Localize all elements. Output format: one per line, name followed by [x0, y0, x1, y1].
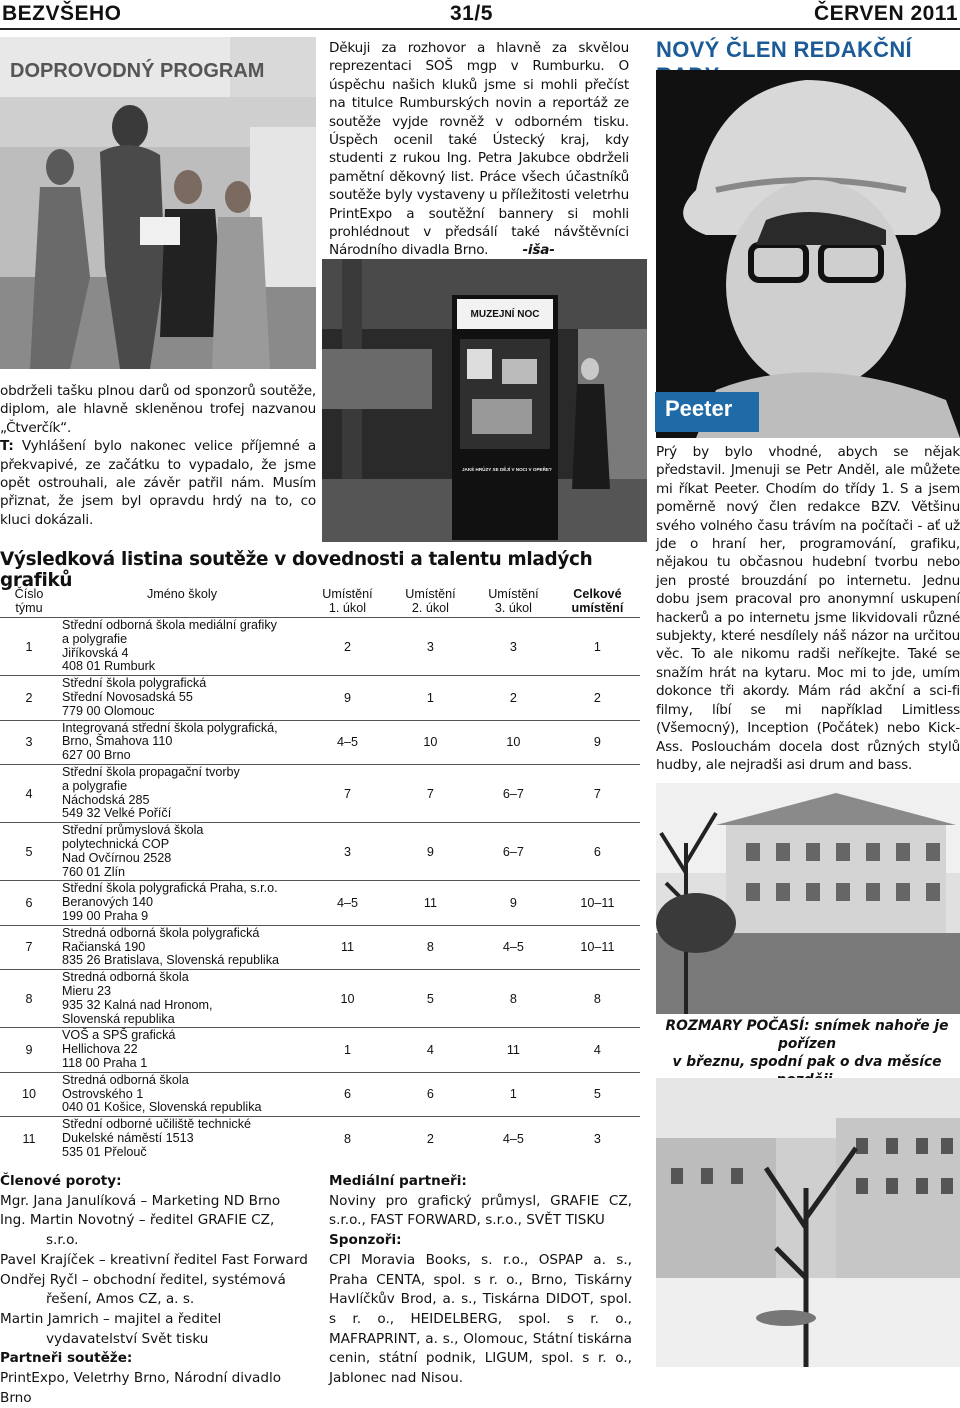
results-table: [0, 585, 640, 1160]
school-name: [58, 1028, 306, 1072]
poster-subtitle: JAKÉ HRŮZY SE DĚJÍ V NOCI V OPEŘE?: [462, 467, 552, 472]
header-team: Číslo týmu: [14, 587, 44, 615]
task1-place: 1: [306, 1028, 389, 1072]
total-place: 10–11: [555, 881, 640, 925]
school-line: Hellichova 22: [62, 1042, 138, 1057]
school-line: 549 32 Velké Poříčí: [62, 806, 172, 821]
building-may-photo: [656, 1078, 960, 1367]
jury-member: Ing. Martin Novotný – ředitel GRAFIE CZ, s.r.o.: [0, 1212, 275, 1249]
task2-place: 11: [389, 881, 472, 925]
jury-section: [0, 1172, 310, 1408]
results-row: [0, 1028, 640, 1072]
task1-place: 4–5: [306, 881, 389, 925]
school-name: [58, 1072, 306, 1116]
school-line: Stredná odborná škola: [62, 970, 189, 985]
jury-heading: Členové poroty:: [0, 1173, 122, 1189]
school-line: Slovenská republika: [62, 1011, 175, 1026]
school-line: Střední odborné učiliště technické: [62, 1117, 252, 1132]
author-signature: -iša-: [522, 242, 555, 259]
results-row: [0, 676, 640, 720]
results-header-row: [0, 585, 640, 618]
school-line: Stredná odborná škola polygrafická: [62, 925, 260, 940]
task1-place: 11: [306, 925, 389, 969]
school-name: [58, 764, 306, 822]
total-place: 7: [555, 764, 640, 822]
results-row: [0, 970, 640, 1028]
school-line: Mieru 23: [62, 983, 111, 998]
sponsors-heading: Sponzoři:: [329, 1232, 402, 1249]
building-march-photo: [656, 783, 960, 1014]
task1-place: 6: [306, 1072, 389, 1116]
header-school: Jméno školy: [147, 587, 217, 601]
school-line: 199 00 Praha 9: [62, 908, 149, 923]
school-line: Náchodská 285: [62, 792, 150, 807]
school-line: Nad Ovčírnou 2528: [62, 850, 172, 865]
award-ceremony-photo: [0, 37, 316, 369]
school-name: [58, 720, 306, 764]
task1-place: 4–5: [306, 720, 389, 764]
jury-member: Mgr. Jana Janulíková – Marketing ND Brno: [0, 1192, 281, 1209]
school-line: 779 00 Olomouc: [62, 703, 155, 718]
team-number: 2: [0, 676, 58, 720]
task2-place: 6: [389, 1072, 472, 1116]
school-line: Střední škola polygrafická: [62, 676, 207, 691]
task2-place: 4: [389, 1028, 472, 1072]
poster-title: MUZEJNÍ NOC: [470, 309, 540, 320]
school-name: [58, 676, 306, 720]
issue-date: ČERVEN 2011: [813, 2, 958, 25]
task1-place: 10: [306, 970, 389, 1028]
task2-place: 10: [389, 720, 472, 764]
jury-list: [0, 1192, 310, 1350]
article-continuation: [0, 382, 316, 529]
task3-place: 8: [472, 970, 555, 1028]
media-text: Noviny pro grafický průmysl, GRAFIE CZ, s.r.o., FAST FORWARD, s.r.o., SVĚT TISKU: [329, 1192, 632, 1229]
article-continuation-text-2: Vyhlášení bylo nakonec velice příjemné a překvapivé, ze začátku to vypadalo, že jsme opět ostrouhali, ale závěr patřil nám. Musím přiznat, že jsem byl opravdu hrdý na to, co kluci dokázali.: [0, 438, 316, 528]
school-line: 835 26 Bratislava, Slovenská republika: [62, 953, 280, 968]
task1-place: 8: [306, 1117, 389, 1161]
results-row: [0, 764, 640, 822]
school-line: 760 01 Zlín: [62, 864, 126, 879]
magazine-name: BEZVŠEHO: [2, 2, 122, 25]
article-conclusion: [329, 39, 629, 260]
caption-line-2: v březnu, spodní pak o dva měsíce: [672, 1054, 942, 1070]
results-row: [0, 881, 640, 925]
task3-place: 11: [472, 1028, 555, 1072]
task2-place: 2: [389, 1117, 472, 1161]
total-place: 8: [555, 970, 640, 1028]
total-place: 5: [555, 1072, 640, 1116]
task1-place: 9: [306, 676, 389, 720]
task2-place: 1: [389, 676, 472, 720]
task1-place: 2: [306, 618, 389, 676]
school-name: [58, 970, 306, 1028]
editor-portrait-photo: [656, 70, 960, 438]
team-number: 3: [0, 720, 58, 764]
school-line: 627 00 Brno: [62, 748, 131, 763]
total-place: 3: [555, 1117, 640, 1161]
school-line: 535 01 Přelouč: [62, 1144, 147, 1159]
team-number: 11: [0, 1117, 58, 1161]
task2-place: 8: [389, 925, 472, 969]
task1-place: 3: [306, 823, 389, 881]
team-number: 4: [0, 764, 58, 822]
task3-place: 4–5: [472, 925, 555, 969]
task3-place: 6–7: [472, 764, 555, 822]
banner-text: DOPROVODNÝ PROGRAM: [10, 60, 265, 82]
school-line: Beranových 140: [62, 895, 154, 910]
partners-text: PrintExpo, Veletrhy Brno, Národní divadlo Brno: [0, 1370, 282, 1406]
school-name: [58, 925, 306, 969]
page-header: [0, 0, 960, 30]
jury-member: Pavel Krajíček – kreativní ředitel Fast Forward: [0, 1251, 308, 1268]
school-line: 040 01 Košice, Slovenská republika: [62, 1100, 262, 1115]
task2-place: 9: [389, 823, 472, 881]
task3-place: 3: [472, 618, 555, 676]
results-row: [0, 925, 640, 969]
team-number: 8: [0, 970, 58, 1028]
media-heading: Mediální partneři:: [329, 1173, 467, 1189]
caption-line-1: ROZMARY POČASÍ: snímek nahoře je pořízen: [665, 1018, 949, 1052]
results-title: Výsledková listina soutěže v dovednosti a talentu mladých grafiků: [0, 549, 593, 591]
total-place: 6: [555, 823, 640, 881]
school-line: Integrovaná střední škola polygrafická,: [62, 720, 278, 735]
total-place: 9: [555, 720, 640, 764]
school-line: Račianská 190: [62, 939, 146, 954]
total-place: 1: [555, 618, 640, 676]
school-name: [58, 823, 306, 881]
school-line: 935 32 Kalná nad Hronom,: [62, 997, 213, 1012]
task3-place: 2: [472, 676, 555, 720]
header-task2: Umístění 2. úkol: [405, 587, 456, 615]
school-line: polytechnická COP: [62, 836, 170, 851]
team-number: 9: [0, 1028, 58, 1072]
task1-place: 7: [306, 764, 389, 822]
team-number: 6: [0, 881, 58, 925]
school-name: [58, 881, 306, 925]
header-task1: Umístění 1. úkol: [322, 587, 373, 615]
results-row: [0, 618, 640, 676]
exhibition-photo: [322, 259, 647, 542]
jury-member: Ondřej Ryčl – obchodní ředitel, systémová řešení, Amos CZ, a. s.: [0, 1271, 286, 1308]
editor-name-label: Peeter: [655, 392, 759, 432]
school-line: Střední odborná škola mediální grafiky: [62, 618, 277, 632]
issue-number: 31/5: [450, 2, 493, 25]
results-row: [0, 823, 640, 881]
article-continuation-text-1: obdrželi tašku plnou darů od sponzorů soutěže, diplom, ale hlavně skleněnou trofej nazvanou „Čtverčík“.: [0, 383, 316, 436]
school-line: Jiříkovská 4: [62, 645, 129, 660]
results-row: [0, 1117, 640, 1161]
new-editor-title: NOVÝ ČLEN REDAKČNÍ: [656, 37, 912, 62]
team-number: 10: [0, 1072, 58, 1116]
sponsors-text: CPI Moravia Books, s. r.o., OSPAP a. s., Praha CENTA, spol. s r. o., Brno, Tiskárny Havlíčkův Brod, a. s., Tiskárna DIDOT, spol. s r. o., HEIDELBERG, spol. s r. o., MAFRAPRINT, a. s., Olomouc, Státní tiskárna cenin, státní podnik, LIGUM, spol. s r. o., Jablonec nad Nisou.: [329, 1251, 632, 1387]
article-conclusion-text: Děkuji za rozhovor a hlavně za skvělou reprezentaci SOŠ mgp v Rumburku. O úspěchu našich kluků jsme si mohli přečíst na titulce Rumburských novin a reportáž ze soutěže vyjde rovněž v odborném tisku. Úspěch ocenil také Ústecký kraj, kdy studenti z rukou Ing. Petra Jakubce obdrželi pamětní děkovný list. Práce všech účastníků soutěže byly vystaveny u příležitosti veletrhu PrintExpo a soutěžní bannery si mohli prohlédnout v předsálí také návštěvníci Národního divadla Brno.: [329, 40, 629, 259]
task3-place: 10: [472, 720, 555, 764]
school-line: Dukelské náměstí 1513: [62, 1130, 194, 1145]
results-row: [0, 1072, 640, 1116]
task3-place: 1: [472, 1072, 555, 1116]
school-line: VOŠ a SPŠ grafická: [62, 1028, 176, 1043]
speaker-label: T:: [0, 438, 14, 455]
editor-introduction: Prý by bylo vhodné, abych se nějak představil. Jmenuji se Petr Anděl, ale můžete mi říkat Peeter. Chodím do třídy 1. S a jsem poměrně nový člen redakce BZV. Většinu svého volného času trávím na počítači - ať už jde o hraní her, programování, grafiku, nějakou tu občasnou hudební tvorbu nebo jen prosté brouzdání po internetu. Jednu dobu jsem pracoval pro anonymní uskupení hackerů a po internetu jsme likvidovali různé subjekty, které nesdílely náš názor na určitou věc. To ale nikomu radši neříkejte. Také se snažím hrát na kytaru. Moc mi to jde, umím dokonce tři akordy. Mám rád akční a sci-fi filmy, líbí se mi například Limitless (Všemocný), Inception (Počátek) nebo Kick-Ass. Poslouchám docela dost různých stylů hudby, ale nejradši asi drum and bass.: [656, 444, 960, 773]
jury-member: Martin Jamrich – majitel a ředitel vydavatelství Svět tisku: [0, 1310, 222, 1347]
partners-heading: Partneři soutěže:: [0, 1350, 133, 1367]
school-line: Brno, Šmahova 110: [62, 734, 173, 749]
task3-place: 6–7: [472, 823, 555, 881]
school-line: Střední škola propagační tvorby: [62, 764, 240, 779]
team-number: 7: [0, 925, 58, 969]
school-name: [58, 1117, 306, 1161]
team-number: 5: [0, 823, 58, 881]
school-line: Ostrovského 1: [62, 1086, 144, 1101]
school-name: [58, 618, 306, 676]
task3-place: 4–5: [472, 1117, 555, 1161]
header-task3: Umístění 3. úkol: [488, 587, 539, 615]
task2-place: 3: [389, 618, 472, 676]
school-line: Střední průmyslová škola: [62, 823, 204, 838]
total-place: 2: [555, 676, 640, 720]
task2-place: 5: [389, 970, 472, 1028]
total-place: 4: [555, 1028, 640, 1072]
school-line: Střední škola polygrafická Praha, s.r.o.: [62, 881, 278, 896]
total-place: 10–11: [555, 925, 640, 969]
task2-place: 7: [389, 764, 472, 822]
school-line: a polygrafie: [62, 778, 128, 793]
school-line: 118 00 Praha 1: [62, 1055, 148, 1070]
school-line: Střední Novosadská 55: [62, 689, 193, 704]
school-line: Stredná odborná škola: [62, 1072, 189, 1087]
header-total: Celkové umístění: [571, 587, 624, 615]
sponsors-section: [329, 1172, 632, 1389]
school-line: 408 01 Rumburk: [62, 659, 156, 674]
task3-place: 9: [472, 881, 555, 925]
school-line: a polygrafie: [62, 631, 128, 646]
results-row: [0, 720, 640, 764]
team-number: 1: [0, 618, 58, 676]
